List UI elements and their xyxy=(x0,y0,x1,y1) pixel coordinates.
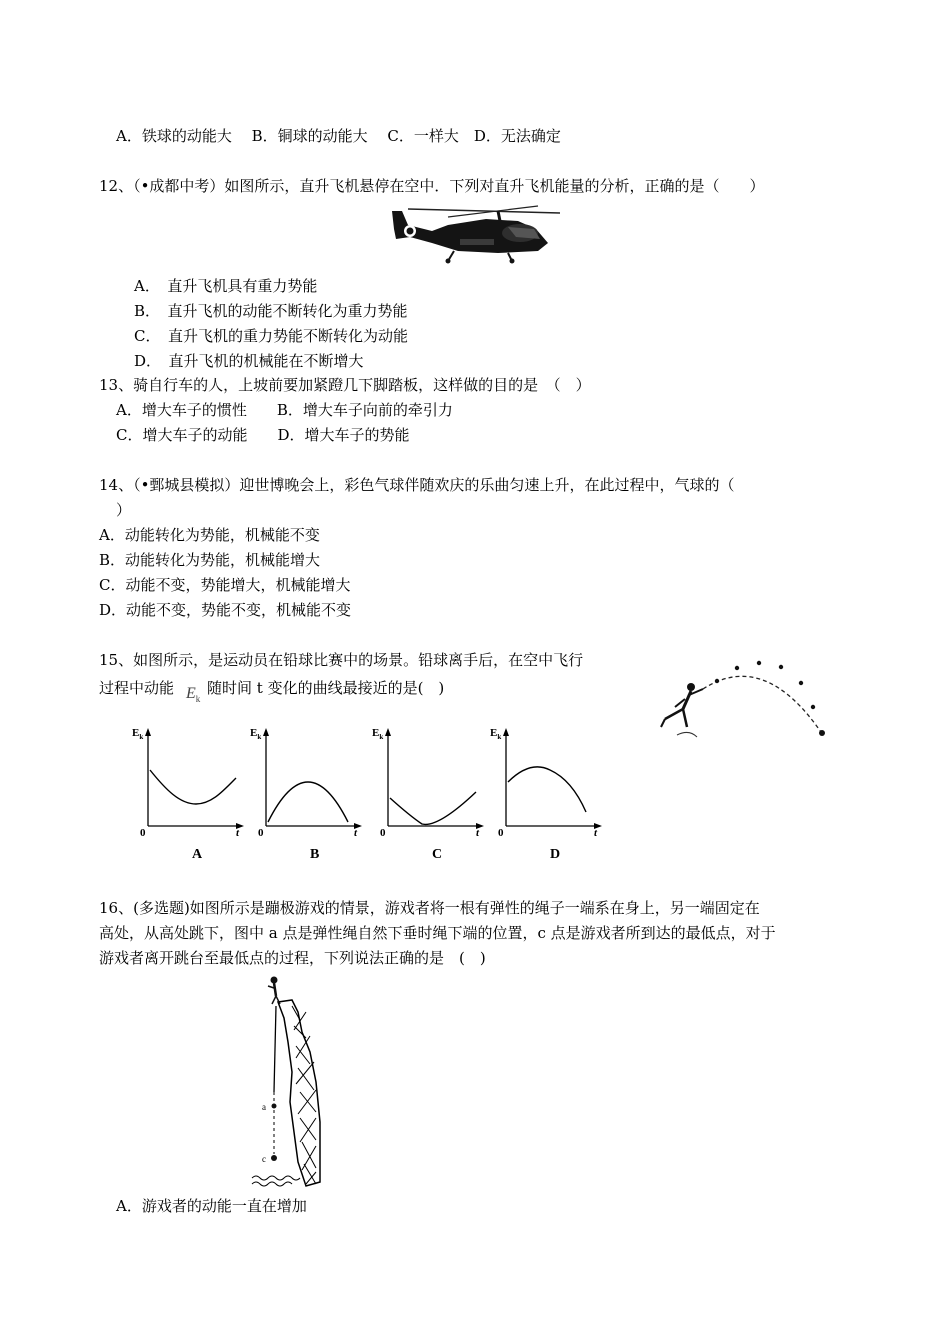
graph-caption: B xyxy=(310,847,320,862)
q12-option: B． 直升飞机的动能不断转化为重力势能 xyxy=(134,302,408,320)
point-a-label: a xyxy=(262,1102,266,1112)
axis-t-label: t xyxy=(594,827,598,839)
q15-stem: 15、如图所示，是运动员在铅球比赛中的场景。铅球离手后，在空中飞行 xyxy=(99,651,584,669)
q15-stem-line2-end: 随时间 t 变化的曲线最接近的是( ) xyxy=(207,679,445,697)
q15-graphs xyxy=(126,720,616,865)
q14-stem: 14、（•鄄城县模拟）迎世博晚会上，彩色气球伴随欢庆的乐曲匀速上升，在此过程中，气球的（ xyxy=(99,476,735,494)
q11-options: A．铁球的动能大 B．铜球的动能大 C．一样大 D．无法确定 xyxy=(116,127,561,145)
q16-option: A．游戏者的动能一直在增加 xyxy=(116,1197,307,1215)
origin-label: 0 xyxy=(258,827,264,839)
q12-stem: 12、（•成都中考）如图所示，直升飞机悬停在空中．下列对直升飞机能量的分析，正确的是（ ） xyxy=(99,177,765,195)
q14-option: A．动能转化为势能，机械能不变 xyxy=(99,526,320,544)
q13-options-row: A．增大车子的惯性 B．增大车子向前的牵引力 xyxy=(116,401,453,419)
q14-option: C．动能不变，势能增大，机械能增大 xyxy=(99,576,351,594)
origin-label: 0 xyxy=(498,827,504,839)
q15-stem-line2-start: 过程中动能 xyxy=(99,679,175,697)
q12-option: D． 直升飞机的机械能在不断增大 xyxy=(134,352,364,370)
q13-stem: 13、骑自行车的人，上坡前要加紧蹬几下脚踏板，这样做的目的是 （ ） xyxy=(99,376,591,394)
q14-option: D．动能不变，势能不变，机械能不变 xyxy=(99,601,352,619)
origin-label: 0 xyxy=(380,827,386,839)
q16-stem: 高处，从高处跳下，图中 a 点是弹性绳自然下垂时绳下端的位置，c 点是游戏者所到达的最低点，对于 xyxy=(99,924,776,942)
ek-symbol: $E_k$ xyxy=(186,685,201,705)
q16-stem: 16、(多选题)如图所示是蹦极游戏的情景，游戏者将一根有弹性的绳子一端系在身上，另一端固定在 xyxy=(99,899,760,917)
graph-caption: D xyxy=(550,847,561,862)
axis-label: $E_k$ xyxy=(250,727,262,741)
graph-d xyxy=(503,728,602,829)
axis-t-label: t xyxy=(236,827,240,839)
shot-put-figure xyxy=(655,655,830,745)
q16-stem: 游戏者离开跳台至最低点的过程，下列说法正确的是 ( ) xyxy=(99,949,486,967)
point-c-label: c xyxy=(262,1154,266,1164)
bungee-figure xyxy=(250,972,330,1194)
axis-label: $E_k$ xyxy=(490,727,502,741)
origin-label: 0 xyxy=(140,827,146,839)
q12-option: A． 直升飞机具有重力势能 xyxy=(134,277,318,295)
q14-option: B．动能转化为势能，机械能增大 xyxy=(99,551,321,569)
q12-option: C． 直升飞机的重力势能不断转化为动能 xyxy=(134,327,408,345)
graph-b xyxy=(263,728,362,829)
graph-a xyxy=(145,728,244,829)
axis-t-label: t xyxy=(476,827,480,839)
axis-t-label: t xyxy=(354,827,358,839)
graph-caption: C xyxy=(432,847,443,862)
q15-graph-row xyxy=(126,720,616,865)
helicopter-figure xyxy=(388,203,563,265)
graph-caption: A xyxy=(192,847,203,862)
q14-stem-continued: ） xyxy=(116,501,132,519)
graph-c xyxy=(385,728,484,829)
axis-label: $E_k$ xyxy=(372,727,384,741)
q13-options-row: C．增大车子的动能 D．增大车子的势能 xyxy=(116,426,410,444)
axis-label: $E_k$ xyxy=(132,727,144,741)
